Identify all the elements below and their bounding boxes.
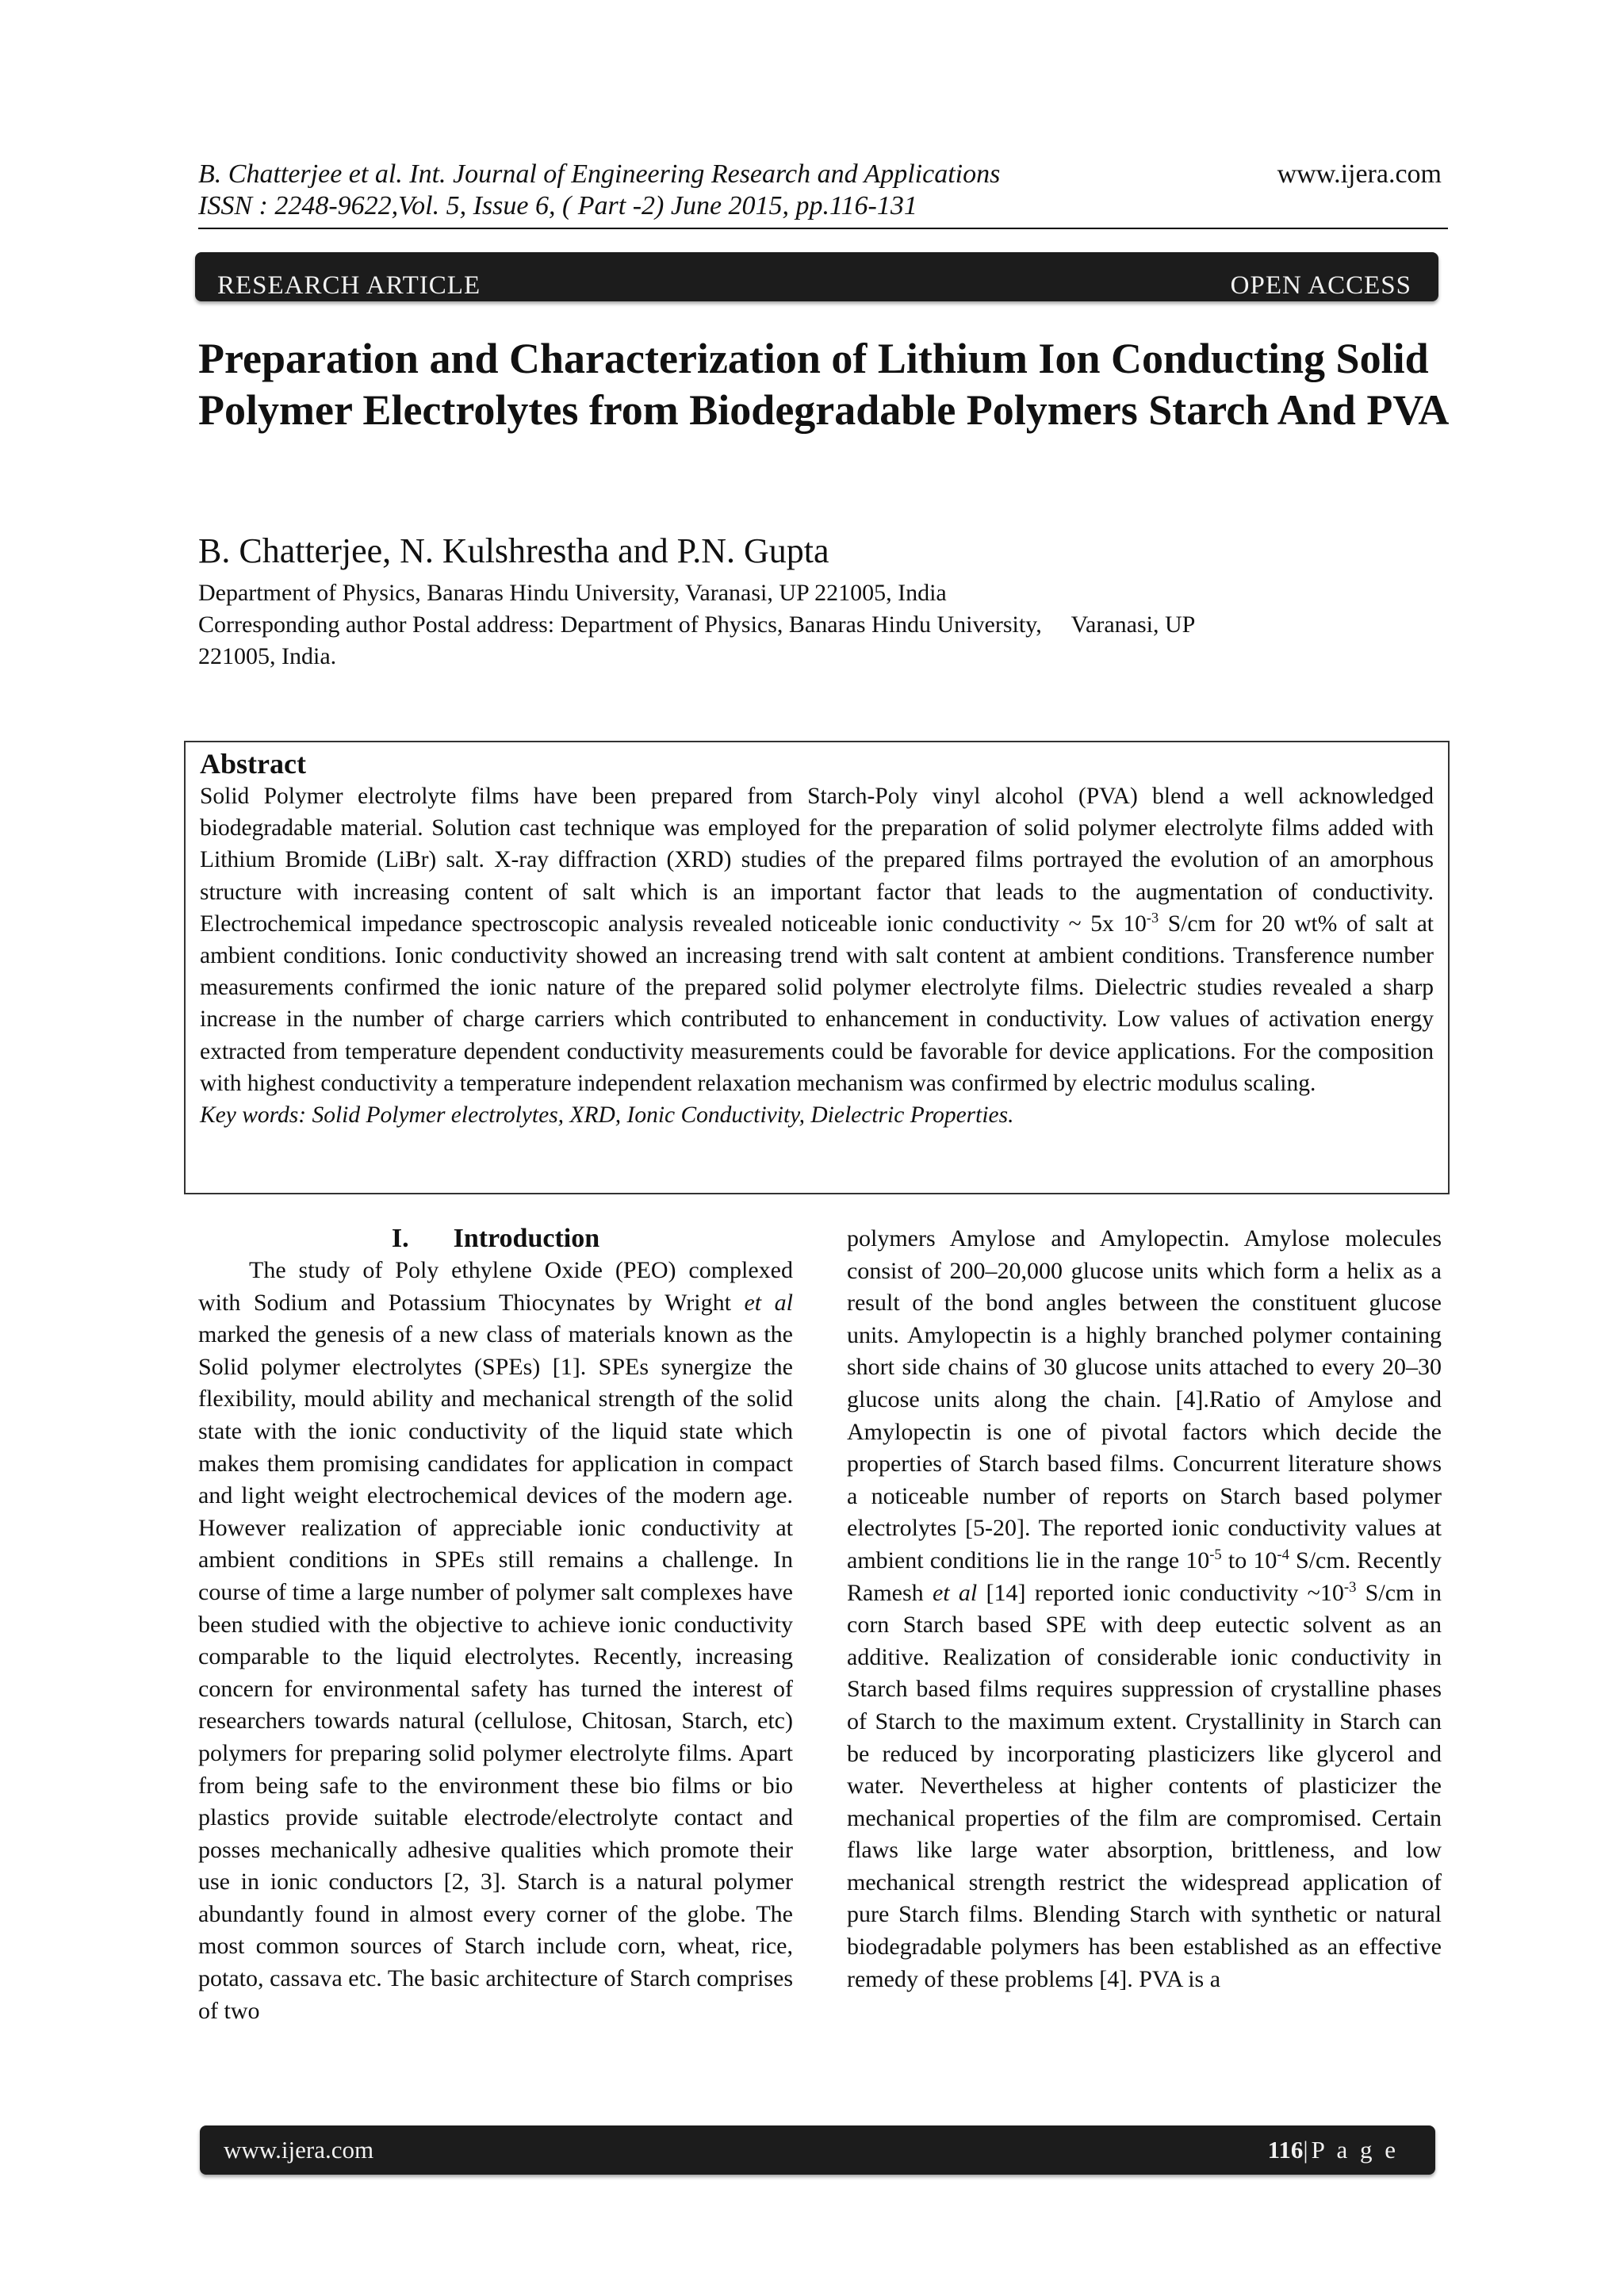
corresponding-author-line: Corresponding author Postal address: Department of Physics, Banaras Hindu University, Varanasi, UP — [198, 611, 1196, 638]
right-column — [847, 1223, 1442, 1995]
abstract-heading: Abstract — [200, 748, 306, 780]
corresponding-author-line-cont: 221005, India. — [198, 643, 337, 669]
exponent: -3 — [1146, 909, 1159, 926]
left-column — [198, 1223, 793, 2027]
footer-website: www.ijera.com — [224, 2136, 374, 2164]
intro-text: The study of Poly ethylene Oxide (PEO) complexed with Sodium and Potassium Thiocynates by Wright — [198, 1257, 793, 1316]
abstract-text-part: Solid Polymer electrolyte films have been prepared from Starch-Poly vinyl alcohol (PVA) blend a well acknowledged biodegradable material. Solution cast technique was employed for the preparation of solid polymer electrolyte films added with Lithium Bromide (LiBr) salt. X-ray diffraction (XRD) studies of the prepared films portrayed the evolution of an amorphous structure with increasing content of salt which is an important factor that leads to the augmentation of conductivity. Electrochemical impedance spectroscopic analysis revealed noticeable ionic conductivity ~ 5x 10 — [200, 784, 1434, 937]
section-heading-introduction — [198, 1223, 793, 1255]
page-number: 116 — [1267, 2136, 1304, 2164]
abstract-text — [200, 780, 1434, 1099]
page-word: |P a g e — [1303, 2136, 1399, 2164]
abstract-box — [184, 741, 1450, 1194]
intro-text: [14] reported ionic conductivity ~10 — [977, 1579, 1344, 1606]
author-list: B. Chatterjee, N. Kulshrestha and P.N. Gupta — [198, 531, 829, 570]
keywords: Key words: Solid Polymer electrolytes, XRD, Ionic Conductivity, Dielectric Properties. — [200, 1102, 1014, 1129]
intro-text: polymers Amylose and Amylopectin. Amylose molecules consist of 200–20,000 glucose units which form a helix as a result of the bond angles between the constituent glucose units. Amylopectin is a highly branched polymer containing short side chains of 30 glucose units attached to every 20–30 glucose units along the chain. [4].Ratio of Amylose and Amylopectin is one of pivotal factors which decide the properties of Starch based films. Concurrent literature shows a noticeable number of reports on Starch based polymer electrolytes [5-20]. The reported ionic conductivity values at ambient conditions lie in the range 10 — [847, 1225, 1442, 1573]
intro-text-italic: et al — [932, 1579, 978, 1606]
open-access-label: OPEN ACCESS — [1230, 271, 1411, 300]
intro-text-italic: et al — [744, 1289, 793, 1316]
issn-line: ISSN : 2248-9622,Vol. 5, Issue 6, ( Part -2) June 2015, pp.116-131 — [198, 191, 917, 220]
paper-title: Preparation and Characterization of Lithium Ion Conducting Solid Polymer Electrolytes from Biodegradable Polymers Starch And PVA — [198, 335, 1450, 434]
exponent: -5 — [1209, 1546, 1222, 1563]
page-number-label — [1268, 2134, 1399, 2166]
exponent: -3 — [1343, 1578, 1357, 1596]
intro-text: S/cm in corn Starch based SPE with deep eutectic solvent as an additive. Realization of considerable ionic conductivity in Starch based films requires suppression of crystalline phases of Starch to the maximum extent. Crystallinity in Starch can be reduced by incorporating plasticizers like glycerol and water. Nevertheless at higher contents of plasticizer the mechanical properties of the film are compromised. Certain flaws like large water absorption, brittleness, and low mechanical strength restrict the widespread application of pure Starch films. Blending Starch with synthetic or natural biodegradable polymers has been established as an effective remedy of these problems [4]. PVA is a — [847, 1579, 1442, 1992]
abstract-text-part: S/cm for 20 wt% of salt at ambient conditions. Ionic conductivity showed an increasing trend with salt content at ambient conditions. Transference number measurements confirmed the ionic nature of the prepared solid polymer electrolyte films. Dielectric studies revealed a sharp increase in the number of charge carriers which contributed to enhancement in conductivity. Low values of activation energy extracted from temperature dependent conductivity measurements could be favorable for device applications. For the composition with highest conductivity a temperature independent relaxation mechanism was confirmed by electric modulus scaling. — [200, 910, 1434, 1096]
section-title: Introduction — [453, 1224, 600, 1253]
affiliation-line: Department of Physics, Banaras Hindu University, Varanasi, UP 221005, India — [198, 580, 947, 606]
section-number: I. — [391, 1224, 409, 1253]
header-rule — [198, 228, 1448, 229]
research-article-label: RESEARCH ARTICLE — [217, 271, 481, 300]
journal-website: www.ijera.com — [1277, 159, 1442, 189]
exponent: -4 — [1277, 1546, 1289, 1563]
intro-text: marked the genesis of a new class of materials known as the Solid polymer electrolytes (SPEs) [1]. SPEs synergize the flexibility, mould ability and mechanical strength of the solid state with the ionic conductivity of the liquid state which makes them promising candidates for application in compact and light weight electrochemical devices of the modern age. However realization of appreciable ionic conductivity at ambient conditions in SPEs still remains a challenge. In course of time a large number of polymer salt complexes have been studied with the objective to achieve ionic conductivity comparable to the liquid electrolytes. Recently, increasing concern for environmental safety has turned the interest of researchers towards natural (cellulose, Chitosan, Starch, etc) polymers for preparing solid polymer electrolyte films. Apart from being safe to the environment these bio films or bio plastics provide suitable electrode/electrolyte contact and posses mechanically adhesive qualities which promote their use in ionic conductors [2, 3]. Starch is a natural polymer abundantly found in almost every corner of the globe. The most common sources of Starch include corn, wheat, rice, potato, cassava etc. The basic architecture of Starch comprises of two — [198, 1321, 793, 2024]
affiliation-block — [198, 577, 1356, 673]
intro-text: S/cm. Recently Ramesh — [847, 1547, 1442, 1606]
page-footer — [200, 2125, 1435, 2175]
intro-paragraph-cont — [847, 1223, 1442, 1995]
journal-citation-line: B. Chatterjee et al. Int. Journal of Engineering Research and Applications — [198, 159, 1001, 189]
article-type-banner — [195, 252, 1438, 301]
intro-text: to 10 — [1221, 1547, 1277, 1573]
intro-paragraph — [198, 1255, 793, 2027]
